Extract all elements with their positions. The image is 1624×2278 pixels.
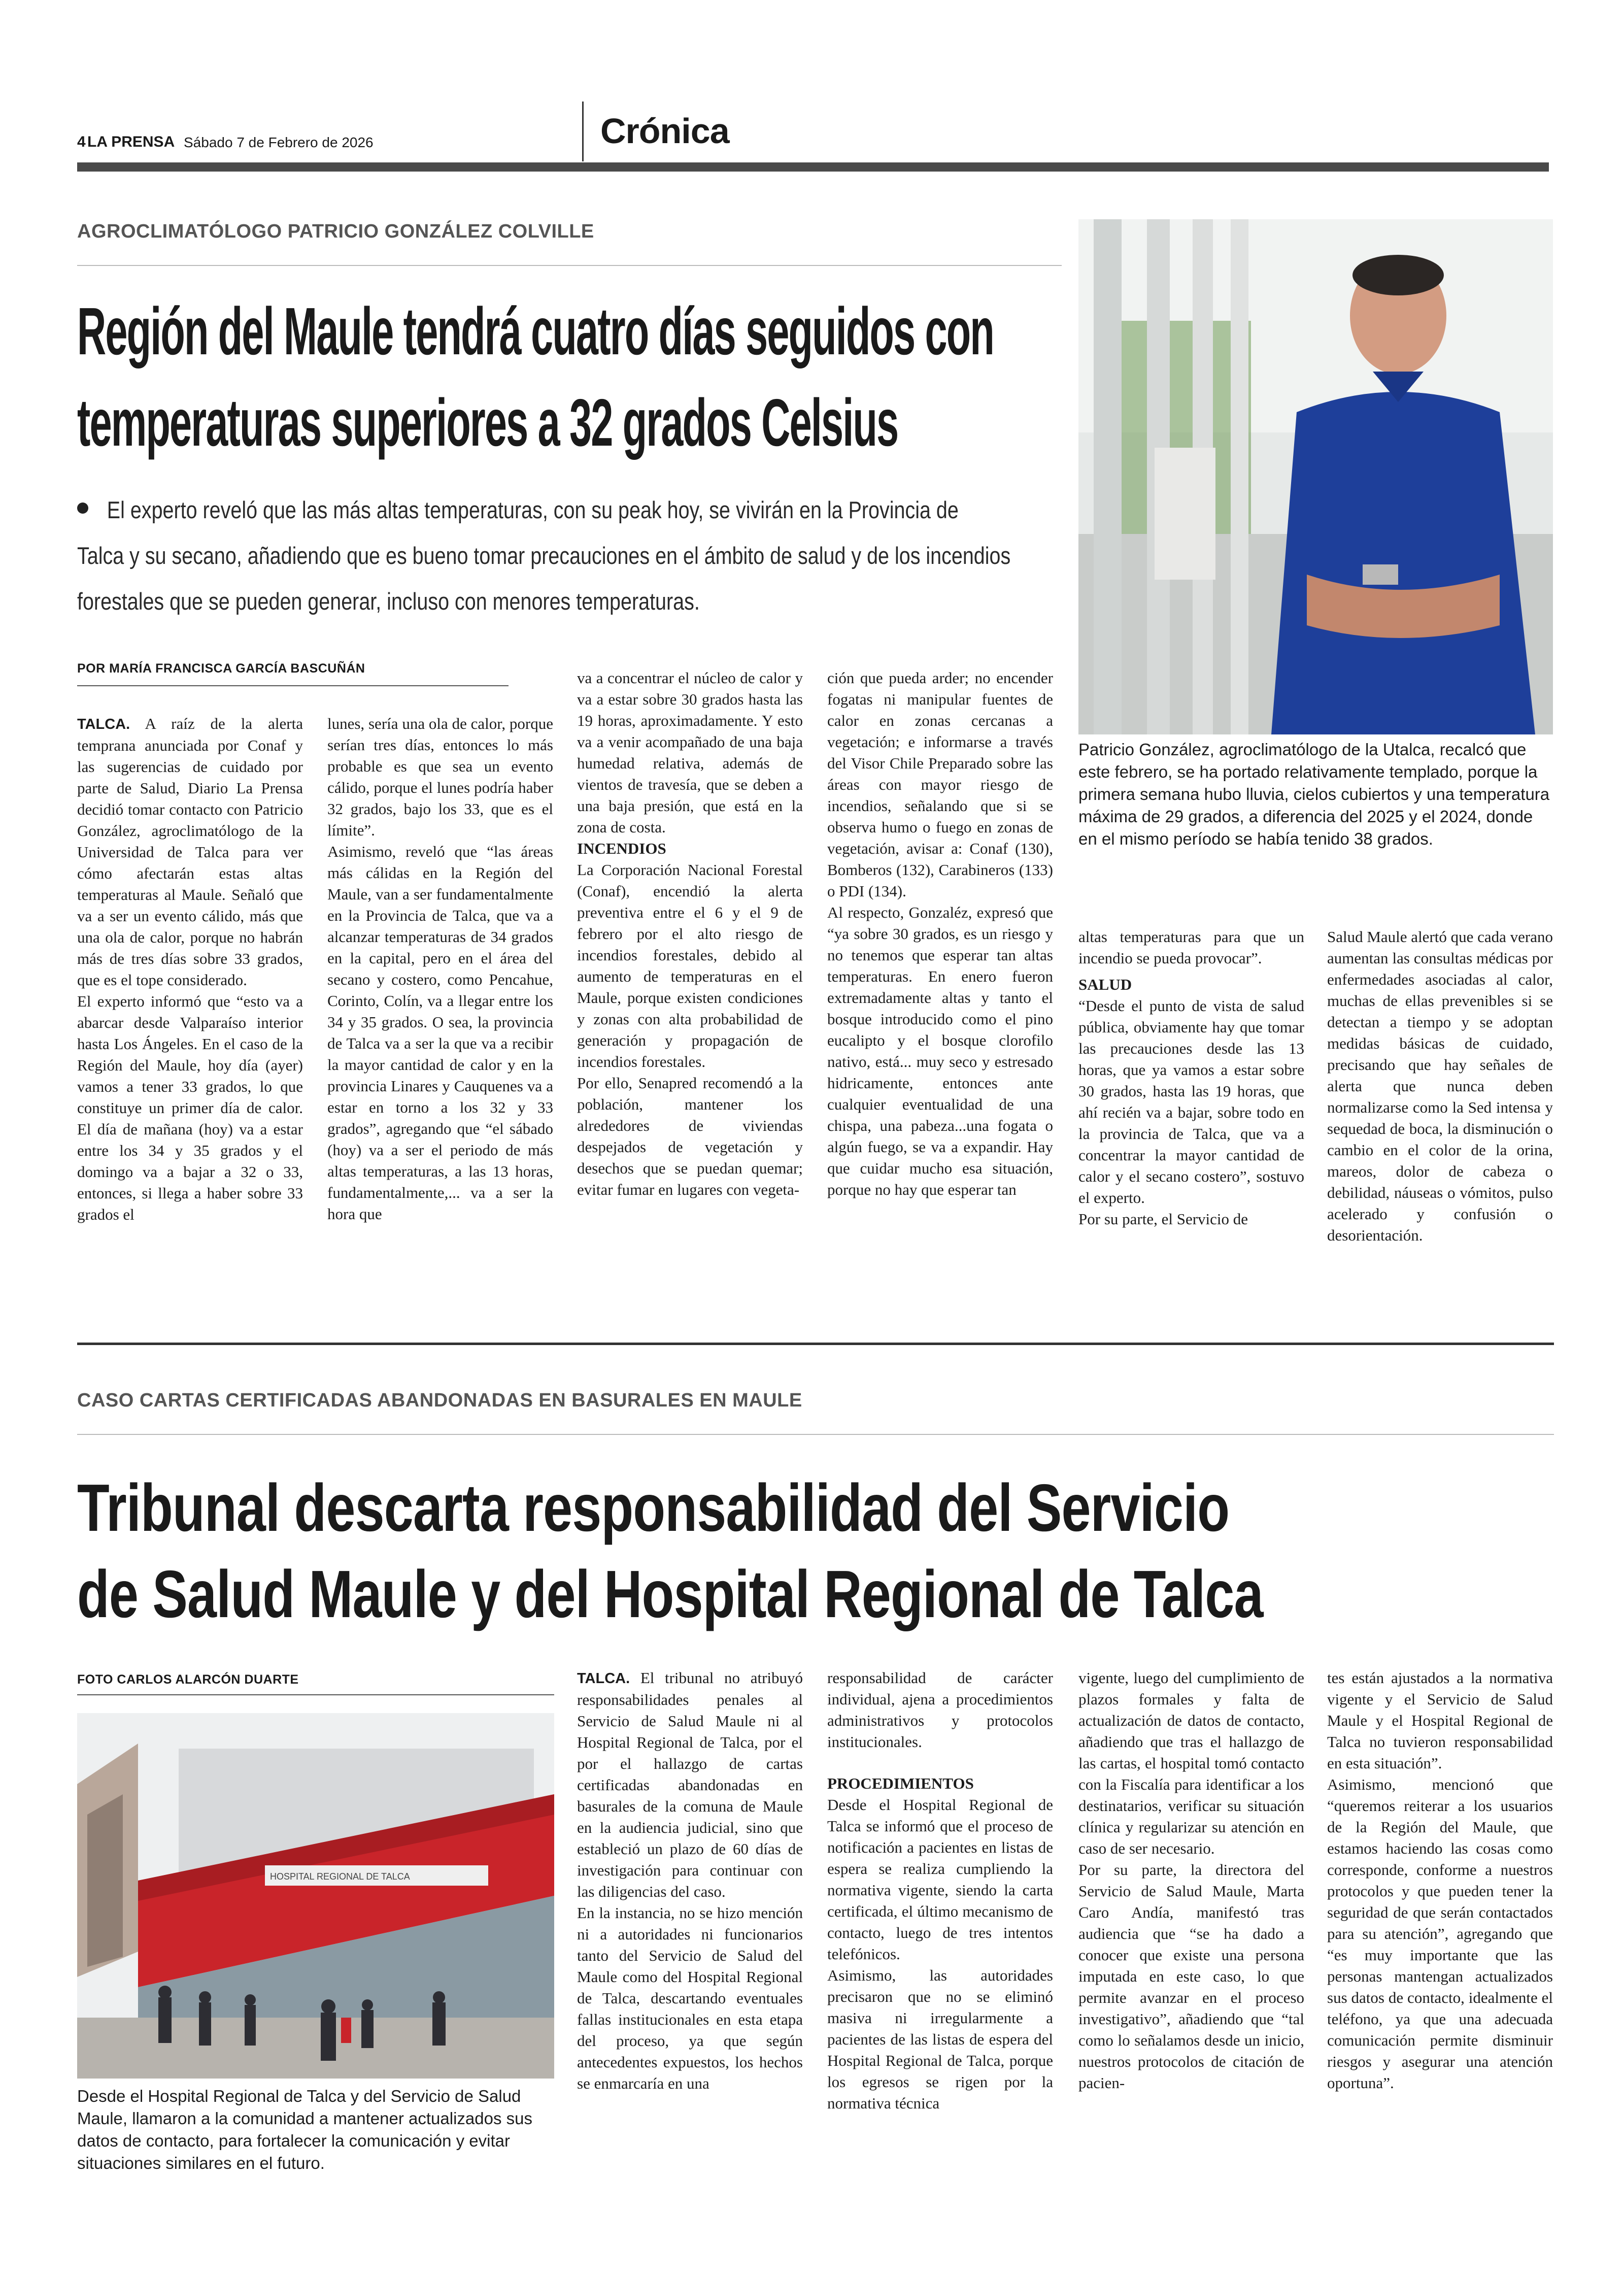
a2c4-p2: Asimismo, mencionó que “queremos reiterar a los usuarios de la Región del Maule, que estamos haciendo las cosas como corresponde, conforme a nuestros protocolos y que pueden tener la seguridad de que serán contactados para su atención”, agregando que “es muy importante que las personas mantengan actualizados sus datos de contacto, idealmente el teléfono, ya que una adecuada comunicación permite disminuir riesgos y asegurar una atención oportuna”.	[1327, 1776, 1553, 2092]
article2-headline-line2: de Salud Maule y del Hospital Regional de Talca	[77, 1557, 1263, 1631]
article1-lead	[77, 487, 1092, 624]
kicker2-rule	[77, 1434, 1554, 1435]
article1-photo-caption: Patricio González, agroclimatólogo de la Utalca, recalcó que este febrero, se ha portado relativamente templado, porque la primera semana hubo lluvia, cielos cubiertos y una temperatura máxima de 29 grados, a diferencia del 2025 y el 2024, donde en el mismo período se había tenido 38 grados.	[1078, 740, 1550, 848]
article2-column-1	[577, 1667, 803, 2094]
a2c1-p1: El tribunal no atribuyó responsabilidades penales al Servicio de Salud Maule ni al Hospital Regional de Talca, por el por el hallazgo de cartas certificadas abandonadas en basurales de la comuna de Maule en la audiencia judicial, sino que estableció un plazo de 60 días de investigación para continuar con las diligencias del caso.	[577, 1669, 803, 1900]
header-bar	[77, 162, 1549, 172]
a1c6-p1: Salud Maule alertó que cada verano aumentan las consultas médicas por enfermedades asociadas al calor, muchas de ellas prevenibles si se detectan a tiempo y se adoptan medidas básicas de cuidado, precisando que hay señales de alerta que nunca deben normalizarse como la Sed intensa y sequedad de boca, la disminución o cambio en el color de la orina, mareos, dolor de cabeza o debilidad, náuseas o vómitos, pulso acelerado y confusión o desorientación.	[1327, 928, 1553, 1244]
issue-date: Sábado 7 de Febrero de 2026	[184, 135, 374, 150]
article1-column-6	[1327, 926, 1553, 1246]
article1-column-5	[1078, 926, 1304, 1230]
article1-byline: POR MARÍA FRANCISCA GARCÍA BASCUÑÁN	[77, 661, 365, 676]
portrait-illustration	[1078, 219, 1553, 734]
a1c1-p1: A raíz de la alerta temprana anunciada por Conaf y las sugerencias de cuidado por parte de Salud, Diario La Prensa decidió tomar contacto con Patricio González, agroclimatólogo de la Universidad de Talca para ver cómo afectarán estas altas temperaturas al Maule. Señaló que va a ser un evento cálido, más que una ola de calor, porque no habrán más de tres días sobre 33 grados, que es el tope considerado.	[77, 715, 303, 989]
a2c2-p2: Desde el Hospital Regional de Talca se informó que el proceso de notificación a pacientes en listas de espera se realiza cumpliendo la normativa vigente, siendo la carta certificada, el último mecanismo de contacto, luego de tres intentos telefónicos.	[827, 1796, 1053, 1963]
article1-column-2	[327, 713, 553, 1225]
kicker-rule	[77, 265, 1062, 266]
article2-kicker: CASO CARTAS CERTIFICADAS ABANDONADAS EN BASURALES EN MAULE	[77, 1390, 802, 1411]
article2-headline-line1: Tribunal descarta responsabilidad del Servicio	[77, 1470, 1230, 1545]
a1c5-p1: altas temperaturas para que un incendio se pueda provocar”.	[1078, 928, 1304, 967]
article2-column-2	[827, 1667, 1053, 2114]
a1c4-p2: Al respecto, Gonzaléz, expresó que “ya sobre 30 grados, es un riesgo y no tenemos que esperar tan altas temperaturas. En enero fueron extremadamente altas y tanto el bosque introducido como el pino eucalipto y el bosque clorofilo nativo, está... muy seco y estresado hidricamente, entonces ante cualquier eventualidad de una chispa, una pabeza...una fogata o algún fuego, se va a expandir. Hay que cuidar mucho esa situación, porque no hay que esperar tan	[827, 903, 1053, 1198]
article2-photo-caption: Desde el Hospital Regional de Talca y del Servicio de Salud Maule, llamaron a la comunidad a mantener actualizados sus datos de contacto, para fortalecer la comunicación y evitar situaciones similares en el futuro.	[77, 2087, 532, 2172]
lead-line-3: forestales que se pueden generar, incluso con menores temperaturas.	[77, 588, 700, 615]
lead-line-2: Talca y su secano, añadiendo que es bueno tomar precauciones en el ámbito de salud y de los incendios	[77, 542, 1011, 569]
article1-headline-line1: Región del Maule tendrá cuatro días seguidos con	[77, 294, 994, 368]
page-number: 4	[77, 133, 86, 150]
a2c4-p1: tes están ajustados a la normativa vigente y el Servicio de Salud Maule y el Hospital Regional de Talca no tuvieron responsabilidad en esta situación”.	[1327, 1669, 1553, 1772]
article2-column-4	[1327, 1667, 1553, 2094]
a2c2-p1: responsabilidad de carácter individual, ajena a procedimientos administrativos y protocolos institucionales.	[827, 1669, 1053, 1751]
a2c3-p2: Por su parte, la directora del Servicio de Salud Maule, Marta Caro Andía, manifestó tras audiencia que “se ha dado a conocer que existe una persona imputada en este caso, lo que permite avanzar en el proceso investigativo”, añadiendo que “tal como lo señalamos desde un inicio, nuestros protocolos de citación de pacien-	[1078, 1861, 1304, 2092]
newspaper-name: LA PRENSA	[87, 133, 175, 150]
section-title: Crónica	[600, 111, 729, 151]
article1-column-3	[577, 667, 803, 1200]
a1c5-p2: “Desde el punto de vista de salud pública, obviamente hay que tomar las precauciones desde las 13 horas, que ya vamos a estar sobre 30 grados, hasta las 19 horas, que ahí recién va a bajar, sobre todo en la provincia de Talca, que va a concentrar la mayor cantidad de calor y el secano costero”, sostuvo el experto.	[1078, 997, 1304, 1207]
a1c3-p1: va a concentrar el núcleo de calor y va a estar sobre 30 grados hasta las 19 horas, aproximadamente. Y esto va a venir acompañado de una baja humedad relativa, además de vientos de travesía, que se deben a una baja presión, que está en la zona de costa.	[577, 669, 803, 836]
a1c3-p2: La Corporación Nacional Forestal (Conaf), encendió la alerta preventiva entre el 6 y el 9 de febrero por el alto riesgo de incendios forestales, debido al aumento de temperaturas en el Maule, porque existen condiciones y zonas con alta probabilidad de generación y propagación de incendios forestales.	[577, 861, 803, 1070]
a1c2-p1: lunes, sería una ola de calor, porque serían tres días, entonces lo más probable es que sea un evento cálido, porque el lunes podría haber 32 grados, bajo los 33, que es el límite”.	[327, 715, 553, 839]
a2c3-p1: vigente, luego del cumplimiento de plazos formales y falta de actualización de datos de contacto, añadiendo que tras el hallazgo de las cartas, el hospital tomó contacto con la Fiscalía para identificar a los destinatarios, verificar su situación clínica y regularizar su atención en caso de ser necesario.	[1078, 1669, 1304, 1857]
a2c2-p3: Asimismo, las autoridades precisaron que no se eliminó masiva ni irregularmente a pacientes de las listas de espera del Hospital Regional de Talca, porque los egresos se rigen por la normativa técnica	[827, 1966, 1053, 2112]
article-divider	[77, 1343, 1554, 1345]
article2-photo-credit: FOTO CARLOS ALARCÓN DUARTE	[77, 1672, 299, 1687]
article1-dateline: TALCA.	[77, 716, 130, 732]
article2-photo	[77, 1713, 554, 2079]
lead-line-1: El experto reveló que las más altas temperaturas, con su peak hoy, se vivirán en la Provincia de	[107, 496, 959, 523]
a1c3-subhead: INCENDIOS	[577, 840, 666, 857]
a2c1-p2: En la instancia, no se hizo mención ni a autoridades ni funcionarios tanto del Servicio de Salud del Maule como del Hospital Regional de Talca, descartando eventuales fallas institucionales en esta etapa del proceso, ya que según antecedentes expuestos, los hechos se enmarcaría en una	[577, 1904, 803, 2092]
article1-column-4	[827, 667, 1053, 1200]
a1c2-p2: Asimismo, reveló que “las áreas más cálidas en la Región del Maule, van a ser fundamentalmente en la Provincia de Talca, que va a alcanzar temperaturas de 34 grados en la capital, pero en el área del secano y costero, como Pencahue, Corinto, Colín, va a llegar entre los 34 y 35 grados. O sea, la provincia de Talca va a ser la que va a recibir la mayor cantidad de calor y en la provincia Linares y Cauquenes va a estar en torno a los 32 y 33 grados”, agregando que “el sábado (hoy) va a ser el periodo de más altas temperaturas, a las 13 horas, fundamentalmente,... va a ser la hora que	[327, 843, 553, 1223]
a1c4-p1: ción que pueda arder; no encender fogatas ni manipular fuentes de calor en zonas cercanas a vegetación; e informarse a través del Visor Chile Preparado sobre las áreas con mayor riesgo de incendios, señalando que si se observa humo o fuego en zonas de vegetación, avisar a: Conaf (130), Bomberos (132), Carabineros (133) o PDI (134).	[827, 669, 1053, 900]
a1c5-subhead: SALUD	[1078, 976, 1132, 993]
a1c1-p2: El experto informó que “esto va a abarcar desde Valparaíso interior hasta Los Ángeles. En el caso de la Región del Maule, hoy día (ayer) vamos a tener 33 grados, lo que constituye un primer día de calor. El día de mañana (hoy) va a estar entre los 34 y 35 grados y el domingo va a bajar a 32 o 33, entonces, si llega a haber sobre 33 grados el	[77, 992, 303, 1223]
article1-headline-line2: temperaturas superiores a 32 grados Celsius	[77, 385, 898, 460]
byline-rule	[77, 685, 509, 686]
hospital-sign-text: HOSPITAL REGIONAL DE TALCA	[270, 1871, 410, 1882]
article2-column-3	[1078, 1667, 1304, 2094]
a2c2-subhead: PROCEDIMIENTOS	[827, 1774, 974, 1792]
credit-rule	[77, 1694, 554, 1695]
article2-dateline: TALCA.	[577, 1670, 630, 1687]
header-divider	[582, 102, 584, 161]
article1-column-1	[77, 713, 303, 1225]
a1c3-p3: Por ello, Senapred recomendó a la población, mantener los alrededores de viviendas despejados de vegetación y desechos que se puedan quemar; evitar fumar en lugares con vegeta-	[577, 1074, 803, 1198]
article1-photo	[1078, 219, 1553, 734]
a1c5-p3: Por su parte, el Servicio de	[1078, 1210, 1248, 1228]
hospital-illustration	[77, 1713, 554, 2079]
page-header	[77, 129, 1549, 165]
article1-kicker: AGROCLIMATÓLOGO PATRICIO GONZÁLEZ COLVILLE	[77, 221, 594, 242]
